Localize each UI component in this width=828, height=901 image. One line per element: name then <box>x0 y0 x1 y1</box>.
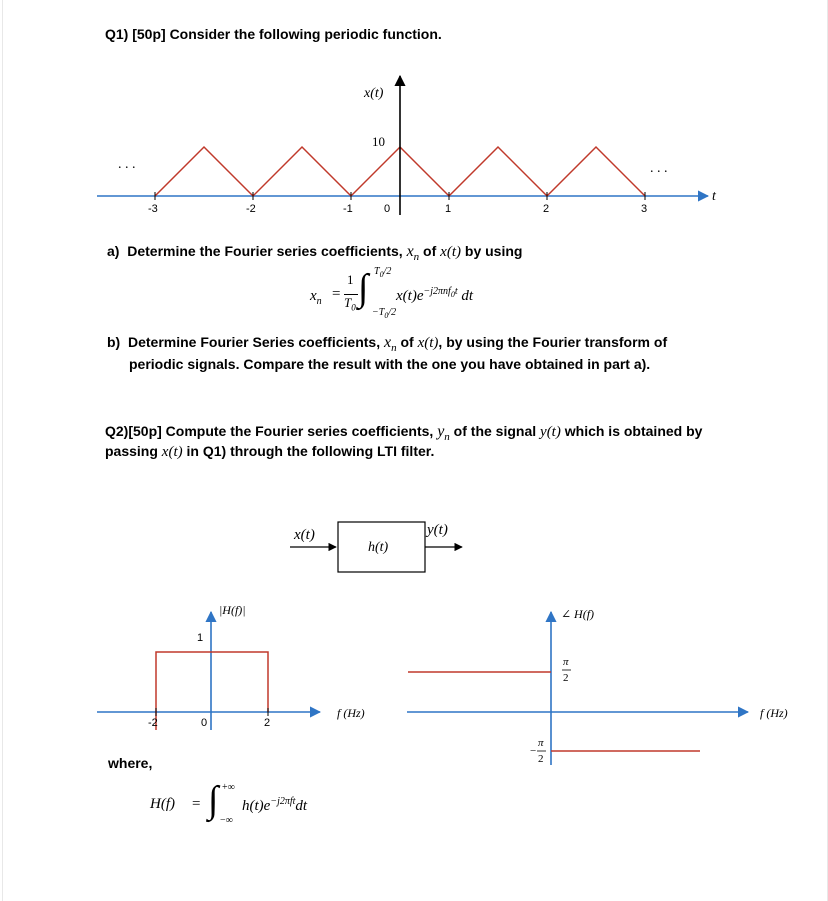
q2-line1: Q2)[50p] Compute the Fourier series coefficients, $y_n$ of the signal y(t) which is obtained by <box>105 423 703 444</box>
mag-axis-label: f (Hz) <box>337 706 365 720</box>
mag-level-label: 1 <box>197 632 204 644</box>
magnitude-rect <box>156 652 271 730</box>
tick-label: 0 <box>384 203 391 215</box>
system-label: h(t) <box>368 540 389 555</box>
phase-plot <box>407 607 788 765</box>
phase-pi: π <box>563 656 569 668</box>
peak-label: 10 <box>372 134 385 149</box>
input-label: x(t) <box>294 527 315 543</box>
q2-diagrams <box>0 500 828 790</box>
part-a: a) Determine the Fourier series coefficients, $x_n$ of x(t) by using <box>107 243 523 264</box>
hf-formula: H(f) = ∫ +∞ −∞ $h(t)e^{-j2\pi ft}dt$ <box>150 780 370 830</box>
tick-label: 1 <box>445 203 452 215</box>
integral-sign: ∫ <box>208 779 219 821</box>
dots-right: . . . <box>650 161 668 176</box>
phase-minus: − <box>530 745 537 757</box>
mag-tick: -2 <box>148 717 158 729</box>
lti-block-diagram <box>290 522 462 572</box>
phase-pi: π <box>538 737 544 749</box>
mag-label: |H(f)| <box>219 603 246 617</box>
dots-left: . . . <box>118 157 136 172</box>
part-b-line2: periodic signals. Compare the result with the one you have obtained in part a). <box>129 356 651 372</box>
phase-two: 2 <box>538 753 544 765</box>
tick-label: -1 <box>343 203 353 215</box>
integral-sign: ∫ <box>358 267 369 309</box>
magnitude-plot <box>97 603 365 730</box>
q2-line2: passing x(t) in Q1) through the following LTI filter. <box>105 443 435 460</box>
phase-two: 2 <box>563 672 569 684</box>
tick-label: 3 <box>641 203 648 215</box>
output-label: y(t) <box>427 522 448 538</box>
where-label: where, <box>108 755 153 771</box>
fourier-coefficient-formula: $x_n$ = 1 $T_0$ ∫ $T_0/2$ $-T_0/2$ $x(t)e^{-j2\pi nf_0t}$ dt <box>310 266 474 320</box>
t-label: t <box>712 189 716 204</box>
mag-tick: 0 <box>201 717 208 729</box>
q1-heading: Q1) [50p] Consider the following periodic function. <box>105 26 442 42</box>
q1-graph <box>0 0 828 240</box>
part-b-line1: b) Determine Fourier Series coefficients, $x_n$ of x(t), by using the Fourier transform of <box>107 334 668 355</box>
tick-label: 2 <box>543 203 550 215</box>
mag-tick: 2 <box>264 717 271 729</box>
phase-label: ∠ H(f) <box>561 607 595 621</box>
tick-label: -2 <box>246 203 256 215</box>
tick-label: -3 <box>148 203 158 215</box>
phase-axis-label: f (Hz) <box>760 706 788 720</box>
xt-label: x(t) <box>364 86 384 101</box>
